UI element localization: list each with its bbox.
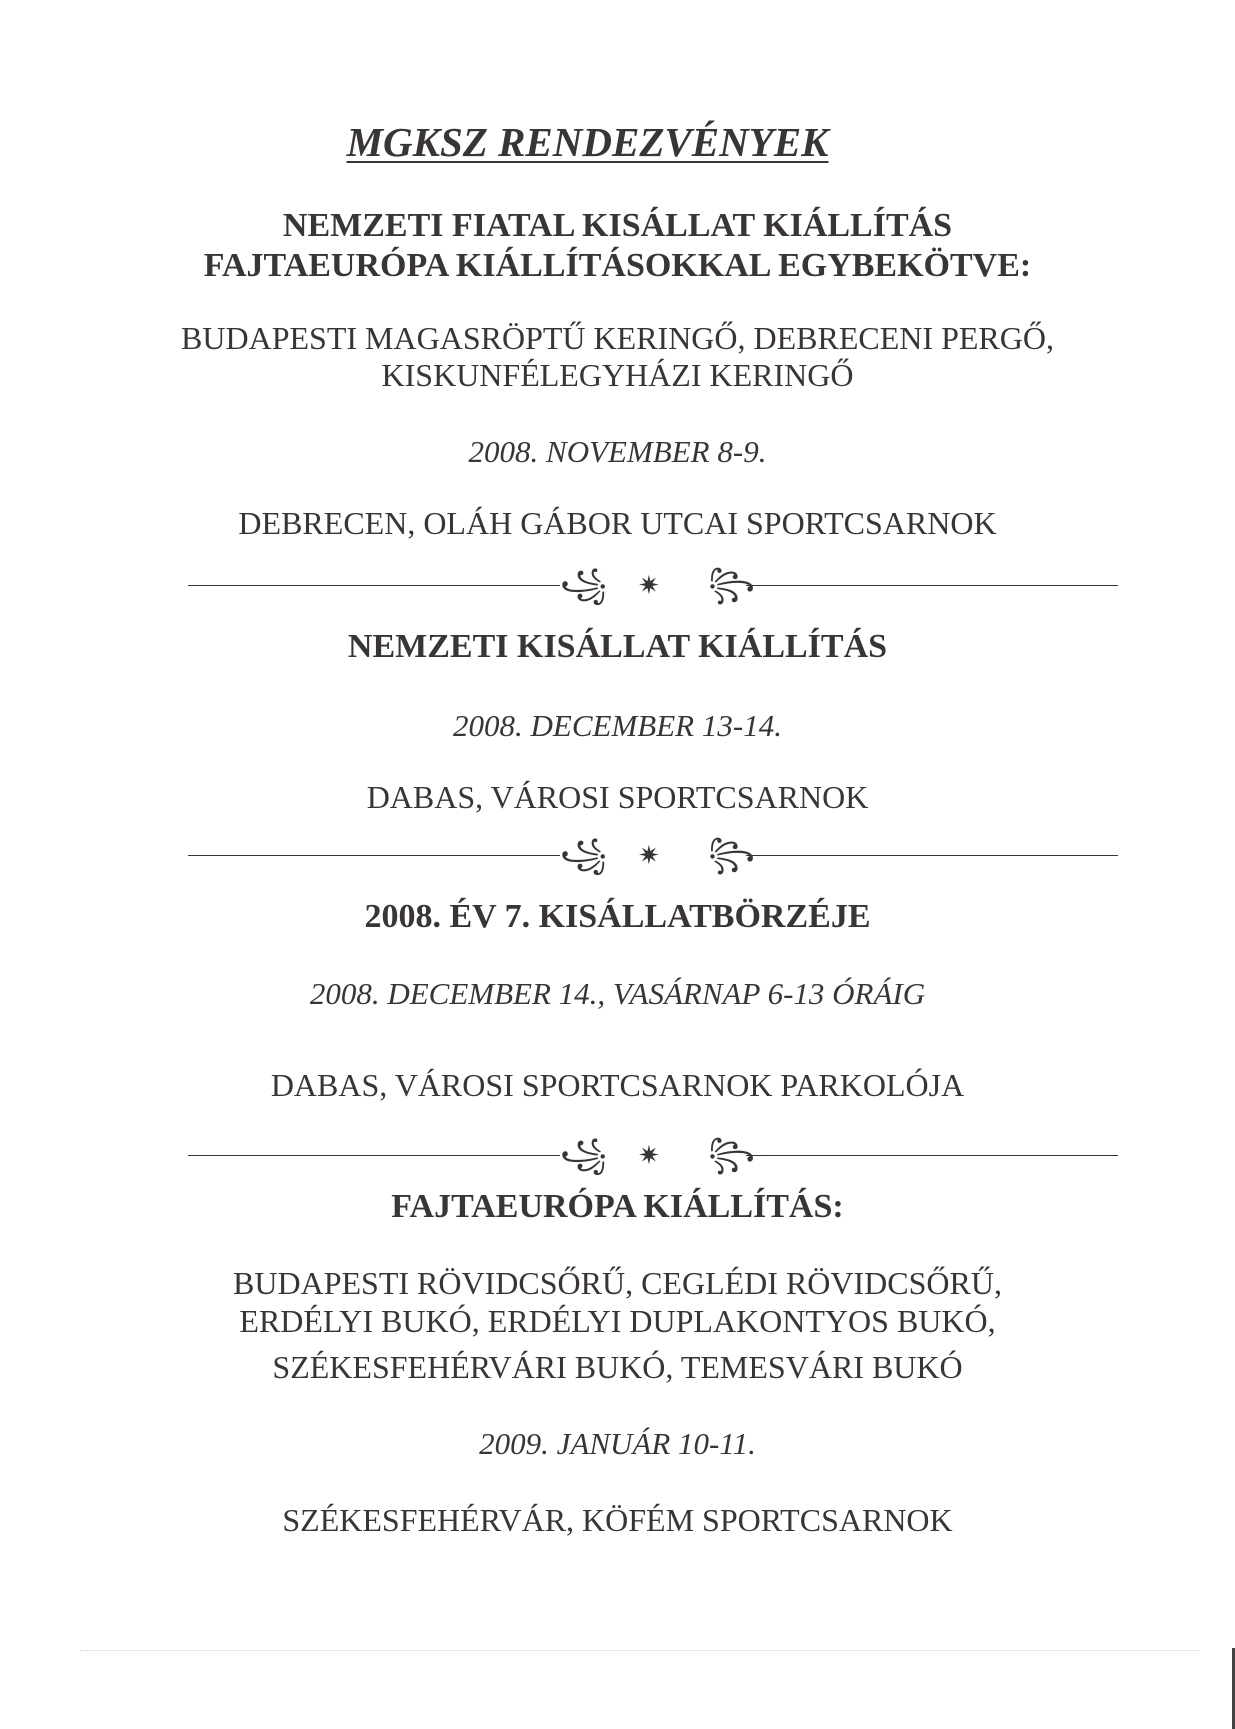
separator-line-left <box>188 1155 560 1156</box>
section-separator <box>188 566 1118 606</box>
event4-date: 2009. JANUÁR 10-11. <box>479 1426 756 1461</box>
star-icon: ✷ <box>638 571 660 601</box>
event2-heading: NEMZETI KISÁLLAT KIÁLLÍTÁS <box>347 628 888 665</box>
section-separator <box>188 1136 1118 1176</box>
star-icon: ✷ <box>638 1141 660 1171</box>
separator-line-left <box>188 585 560 586</box>
right-ornament-icon: ꧂ <box>708 567 755 602</box>
event3-venue: DABAS, VÁROSI SPORTCSARNOK PARKOLÓJA <box>270 1067 965 1103</box>
separator-line-right <box>746 585 1118 586</box>
right-ornament-icon: ꧂ <box>708 1137 755 1172</box>
event4-breeds-line2: ERDÉLYI BUKÓ, ERDÉLYI DUPLAKONTYOS BUKÓ, <box>239 1303 996 1339</box>
event3-date: 2008. DECEMBER 14., VASÁRNAP 6-13 ÓRÁIG <box>309 976 926 1011</box>
event2-venue: DABAS, VÁROSI SPORTCSARNOK <box>366 779 869 815</box>
event4-venue: SZÉKESFEHÉRVÁR, KÖFÉM SPORTCSARNOK <box>282 1502 953 1538</box>
separator-line-right <box>746 1155 1118 1156</box>
event3-heading: 2008. ÉV 7. KISÁLLATBÖRZÉJE <box>364 898 871 935</box>
separator-line-left <box>188 855 560 856</box>
scan-artifact-line <box>80 1650 1200 1651</box>
star-icon: ✷ <box>638 841 660 871</box>
event1-heading-line1: NEMZETI FIATAL KISÁLLAT KIÁLLÍTÁS <box>282 207 953 244</box>
event4-breeds-line1: BUDAPESTI RÖVIDCSŐRŰ, CEGLÉDI RÖVIDCSŐRŰ, <box>233 1265 1002 1301</box>
event1-venue: DEBRECEN, OLÁH GÁBOR UTCAI SPORTCSARNOK <box>238 505 997 541</box>
left-ornament-icon: ꧁ <box>560 567 607 602</box>
event1-date: 2008. NOVEMBER 8-9. <box>468 434 767 469</box>
event1-breeds-line1: BUDAPESTI MAGASRÖPTŰ KERINGŐ, DEBRECENI PERGŐ, <box>181 320 1054 356</box>
separator-line-right <box>746 855 1118 856</box>
right-ornament-icon: ꧂ <box>708 837 755 872</box>
event2-date: 2008. DECEMBER 13-14. <box>453 708 782 743</box>
event4-breeds-line3: SZÉKESFEHÉRVÁRI BUKÓ, TEMESVÁRI BUKÓ <box>272 1349 963 1385</box>
event1-heading-line2: FAJTAEURÓPA KIÁLLÍTÁSOKKAL EGYBEKÖTVE: <box>203 247 1032 284</box>
event1-breeds-line2: KISKUNFÉLEGYHÁZI KERINGŐ <box>381 357 854 393</box>
left-ornament-icon: ꧁ <box>560 837 607 872</box>
section-separator <box>188 836 1118 876</box>
event4-heading: FAJTAEURÓPA KIÁLLÍTÁS: <box>391 1188 844 1225</box>
page-title: MGKSZ RENDEZVÉNYEK <box>346 119 829 165</box>
left-ornament-icon: ꧁ <box>560 1137 607 1172</box>
